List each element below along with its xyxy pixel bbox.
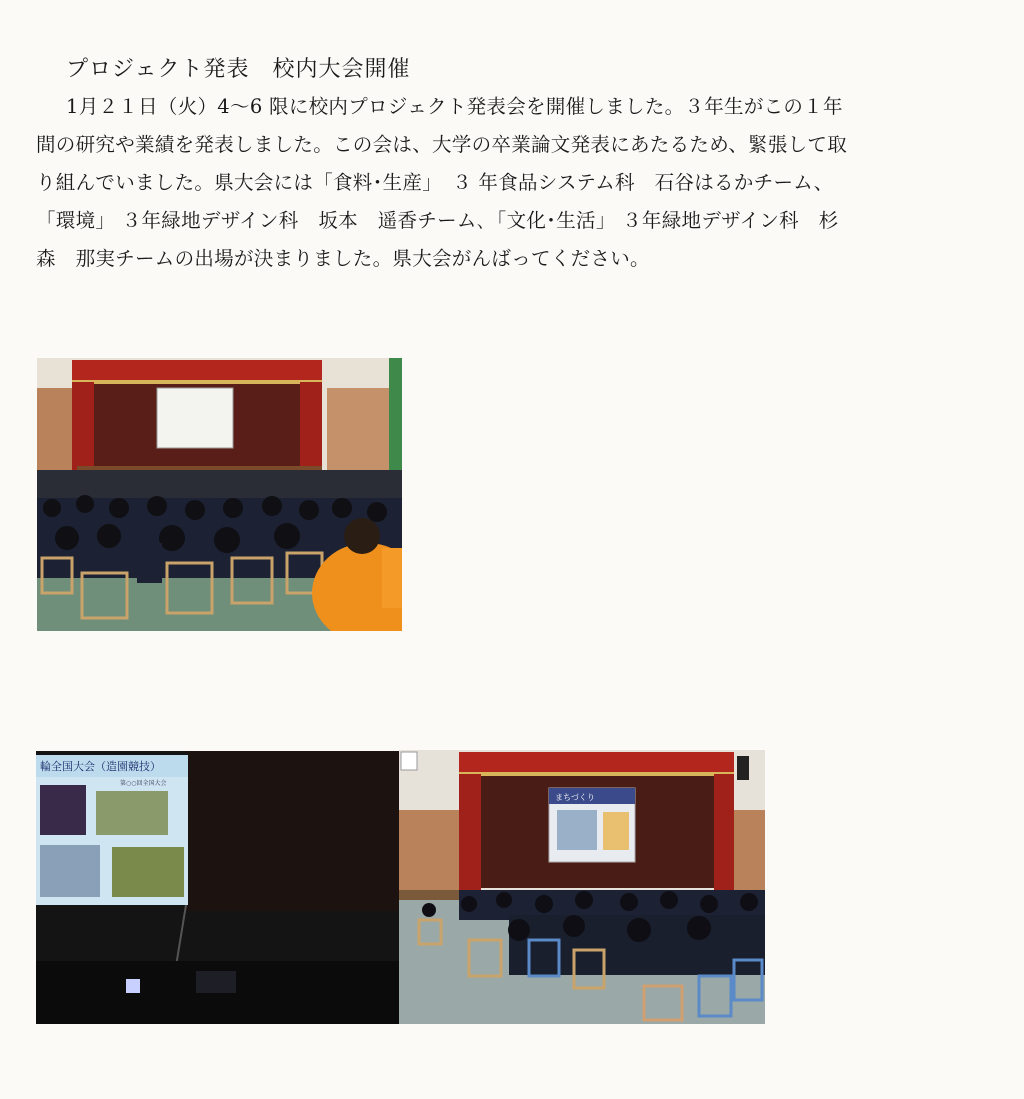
- body-line: 「環境」 ３年緑地デザイン科 坂本 遥香チーム､「文化･生活」 ３年緑地デザイン科 杉: [36, 209, 839, 232]
- body-line: 森 那実チームの出場が決まりました。県大会がんばってください。: [36, 247, 650, 270]
- body-line: 間の研究や業績を発表しました。この会は、大学の卒業論文発表にあたるため、緊張して取: [36, 133, 848, 156]
- photo-gym-audience: [37, 358, 402, 631]
- photo-stage-audience: [399, 750, 765, 1024]
- article-title: プロジェクト発表 校内大会開催: [66, 57, 411, 82]
- slide-title: まちづくり: [555, 793, 595, 802]
- photo-presentation-slide: [36, 751, 399, 1024]
- slide-title: 輪全国大会（造園競技）: [40, 760, 161, 773]
- body-line: 1月２１日（火）4〜6 限に校内プロジェクト発表会を開催しました。３年生がこの１年: [66, 95, 843, 118]
- body-line: り組んでいました。県大会には「食料･生産」 ３ 年食品システム科 石谷はるかチーム、: [36, 171, 834, 194]
- slide-subtitle: 第○○回全国大会: [120, 780, 167, 787]
- article-body: [36, 88, 981, 278]
